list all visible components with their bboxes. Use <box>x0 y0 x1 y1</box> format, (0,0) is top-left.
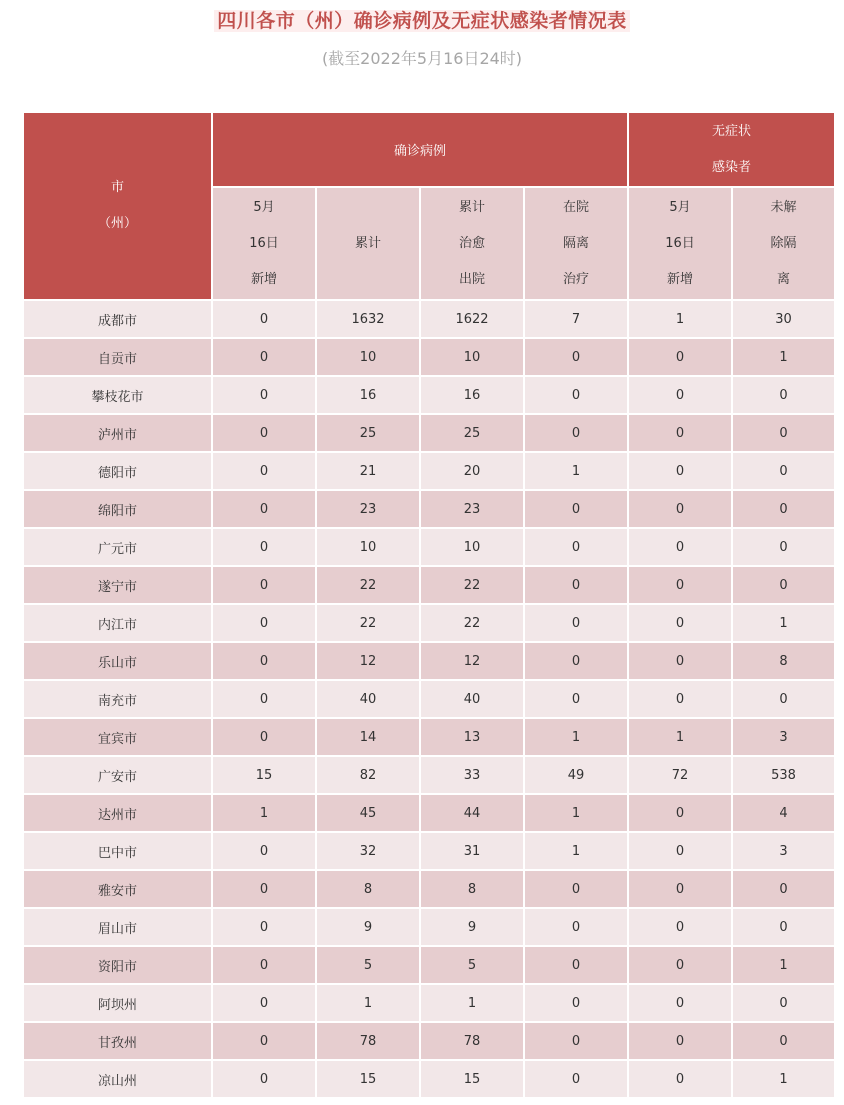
cell-hospital: 0 <box>524 566 628 604</box>
cell-total: 16 <box>316 376 420 414</box>
cell-new: 0 <box>212 490 316 528</box>
cell-asym-isolated: 30 <box>732 300 835 338</box>
cell-asym-new: 0 <box>628 908 732 946</box>
cell-asym-new: 0 <box>628 984 732 1022</box>
table-row <box>23 908 835 946</box>
header-col-cured-2: 治愈 <box>458 235 485 251</box>
cell-hospital: 0 <box>524 338 628 376</box>
cell-asym-isolated: 1 <box>732 1060 835 1098</box>
table-row <box>23 1022 835 1060</box>
cell-city: 遂宁市 <box>23 566 212 604</box>
cell-hospital: 0 <box>524 528 628 566</box>
cell-asym-isolated: 3 <box>732 718 835 756</box>
cell-hospital: 0 <box>524 642 628 680</box>
cell-new: 0 <box>212 984 316 1022</box>
table-row <box>23 452 835 490</box>
cell-city: 雅安市 <box>23 870 212 908</box>
cell-total: 22 <box>316 604 420 642</box>
cell-city: 凉山州 <box>23 1060 212 1098</box>
cell-total: 32 <box>316 832 420 870</box>
cell-total: 21 <box>316 452 420 490</box>
cell-asym-isolated: 4 <box>732 794 835 832</box>
table-row <box>23 490 835 528</box>
cell-new: 0 <box>212 870 316 908</box>
cell-total: 8 <box>316 870 420 908</box>
cell-asym-new: 0 <box>628 452 732 490</box>
cell-total: 82 <box>316 756 420 794</box>
cell-cured: 20 <box>420 452 524 490</box>
cell-asym-new: 0 <box>628 604 732 642</box>
header-city-line2: （州） <box>97 216 137 231</box>
cell-city: 阿坝州 <box>23 984 212 1022</box>
header-col-asym-new-3: 新增 <box>667 271 694 287</box>
cell-hospital: 0 <box>524 490 628 528</box>
cell-city: 巴中市 <box>23 832 212 870</box>
cell-new: 0 <box>212 946 316 984</box>
cell-city: 攀枝花市 <box>23 376 212 414</box>
header-col-hospital-1: 在院 <box>563 199 590 215</box>
table-row <box>23 832 835 870</box>
table-row <box>23 414 835 452</box>
cell-city: 绵阳市 <box>23 490 212 528</box>
cell-hospital: 1 <box>524 832 628 870</box>
cell-total: 12 <box>316 642 420 680</box>
cell-city: 甘孜州 <box>23 1022 212 1060</box>
header-asym-group <box>628 112 835 187</box>
header-city-line1: 市 <box>110 180 124 195</box>
cell-asym-isolated: 1 <box>732 338 835 376</box>
cell-cured: 5 <box>420 946 524 984</box>
cell-cured: 8 <box>420 870 524 908</box>
cell-total: 10 <box>316 528 420 566</box>
cell-asym-new: 0 <box>628 870 732 908</box>
cell-total: 22 <box>316 566 420 604</box>
header-col-total: 累计 <box>316 187 420 300</box>
cell-city: 广安市 <box>23 756 212 794</box>
cell-total: 14 <box>316 718 420 756</box>
cell-city: 达州市 <box>23 794 212 832</box>
cell-city: 自贡市 <box>23 338 212 376</box>
cell-asym-isolated: 0 <box>732 870 835 908</box>
cell-cured: 12 <box>420 642 524 680</box>
header-col-asym-isolated-3: 离 <box>777 271 791 287</box>
table-header <box>23 112 835 300</box>
cell-hospital: 49 <box>524 756 628 794</box>
cell-hospital: 0 <box>524 1060 628 1098</box>
header-confirmed-group: 确诊病例 <box>212 112 628 187</box>
header-col-new <box>212 187 316 300</box>
cell-hospital: 0 <box>524 946 628 984</box>
header-col-asym-new-1: 5月 <box>669 199 691 215</box>
cell-new: 0 <box>212 338 316 376</box>
cell-cured: 78 <box>420 1022 524 1060</box>
cell-new: 0 <box>212 718 316 756</box>
cell-city: 内江市 <box>23 604 212 642</box>
cell-cured: 15 <box>420 1060 524 1098</box>
header-col-hospital-2: 隔离 <box>563 235 590 251</box>
cell-new: 0 <box>212 832 316 870</box>
cell-asym-new: 0 <box>628 528 732 566</box>
cell-asym-new: 0 <box>628 1060 732 1098</box>
cell-cured: 31 <box>420 832 524 870</box>
cell-total: 78 <box>316 1022 420 1060</box>
cell-cured: 10 <box>420 338 524 376</box>
page-subtitle: (截至2022年5月16日24时) <box>321 49 523 68</box>
cell-total: 10 <box>316 338 420 376</box>
table-body <box>23 300 835 1098</box>
cell-asym-isolated: 0 <box>732 680 835 718</box>
cell-hospital: 0 <box>524 1022 628 1060</box>
cell-asym-new: 72 <box>628 756 732 794</box>
page-title-text: 四川各市（州）确诊病例及无症状感染者情况表 <box>214 10 630 32</box>
cell-hospital: 0 <box>524 680 628 718</box>
cell-new: 1 <box>212 794 316 832</box>
cell-hospital: 0 <box>524 376 628 414</box>
cell-cured: 9 <box>420 908 524 946</box>
cell-asym-new: 0 <box>628 1022 732 1060</box>
table-row <box>23 984 835 1022</box>
cell-asym-new: 0 <box>628 680 732 718</box>
cell-asym-isolated: 0 <box>732 490 835 528</box>
cell-new: 0 <box>212 376 316 414</box>
cell-asym-isolated: 0 <box>732 452 835 490</box>
cell-asym-isolated: 0 <box>732 414 835 452</box>
header-col-cured-1: 累计 <box>458 199 485 215</box>
cell-city: 资阳市 <box>23 946 212 984</box>
table-row <box>23 718 835 756</box>
cell-cured: 13 <box>420 718 524 756</box>
cell-new: 0 <box>212 452 316 490</box>
cell-hospital: 1 <box>524 718 628 756</box>
header-col-new-2: 16日 <box>249 235 279 251</box>
cell-hospital: 0 <box>524 604 628 642</box>
cell-asym-new: 0 <box>628 566 732 604</box>
cell-asym-isolated: 0 <box>732 376 835 414</box>
cell-city: 德阳市 <box>23 452 212 490</box>
cell-cured: 33 <box>420 756 524 794</box>
header-col-cured-3: 出院 <box>458 271 485 287</box>
cell-cured: 16 <box>420 376 524 414</box>
header-col-cured <box>420 187 524 300</box>
cell-asym-isolated: 1 <box>732 946 835 984</box>
cell-city: 广元市 <box>23 528 212 566</box>
table-row <box>23 680 835 718</box>
cell-asym-isolated: 538 <box>732 756 835 794</box>
cell-asym-new: 0 <box>628 414 732 452</box>
cell-total: 45 <box>316 794 420 832</box>
header-asym-line2: 感染者 <box>712 159 752 175</box>
cell-asym-new: 0 <box>628 794 732 832</box>
cell-city: 乐山市 <box>23 642 212 680</box>
table-row <box>23 756 835 794</box>
cell-hospital: 0 <box>524 414 628 452</box>
cell-hospital: 7 <box>524 300 628 338</box>
cell-city: 宜宾市 <box>23 718 212 756</box>
cell-asym-isolated: 1 <box>732 604 835 642</box>
cell-city: 南充市 <box>23 680 212 718</box>
cell-new: 0 <box>212 908 316 946</box>
cell-new: 0 <box>212 414 316 452</box>
cell-asym-isolated: 3 <box>732 832 835 870</box>
table-row <box>23 528 835 566</box>
header-col-asym-isolated <box>732 187 835 300</box>
cell-hospital: 1 <box>524 794 628 832</box>
cell-total: 1 <box>316 984 420 1022</box>
cell-new: 0 <box>212 528 316 566</box>
cell-total: 40 <box>316 680 420 718</box>
cell-total: 25 <box>316 414 420 452</box>
header-col-asym-new <box>628 187 732 300</box>
header-asym-line1: 无症状 <box>712 123 752 139</box>
table-row <box>23 946 835 984</box>
cell-city: 泸州市 <box>23 414 212 452</box>
cell-asym-isolated: 0 <box>732 1022 835 1060</box>
cell-asym-new: 0 <box>628 946 732 984</box>
cell-asym-isolated: 0 <box>732 984 835 1022</box>
table-row <box>23 642 835 680</box>
cell-asym-new: 0 <box>628 832 732 870</box>
table-row <box>23 870 835 908</box>
cell-asym-isolated: 0 <box>732 528 835 566</box>
header-col-new-1: 5月 <box>253 199 275 215</box>
cell-cured: 44 <box>420 794 524 832</box>
cell-new: 0 <box>212 1060 316 1098</box>
cell-asym-new: 0 <box>628 490 732 528</box>
cell-city: 成都市 <box>23 300 212 338</box>
cell-cured: 10 <box>420 528 524 566</box>
cell-hospital: 0 <box>524 984 628 1022</box>
cell-cured: 22 <box>420 566 524 604</box>
table-row <box>23 566 835 604</box>
cell-total: 23 <box>316 490 420 528</box>
cell-cured: 23 <box>420 490 524 528</box>
cell-total: 1632 <box>316 300 420 338</box>
cell-cured: 1622 <box>420 300 524 338</box>
table-row <box>23 300 835 338</box>
cell-new: 15 <box>212 756 316 794</box>
header-col-asym-isolated-2: 除隔 <box>770 235 797 251</box>
cell-new: 0 <box>212 566 316 604</box>
table-row <box>23 1060 835 1098</box>
header-col-hospital-3: 治疗 <box>563 271 590 287</box>
cell-new: 0 <box>212 680 316 718</box>
cell-new: 0 <box>212 1022 316 1060</box>
cell-hospital: 0 <box>524 870 628 908</box>
cell-cured: 1 <box>420 984 524 1022</box>
cell-new: 0 <box>212 642 316 680</box>
cell-cured: 40 <box>420 680 524 718</box>
table-row <box>23 604 835 642</box>
table-row <box>23 794 835 832</box>
cell-asym-isolated: 0 <box>732 908 835 946</box>
cell-city: 眉山市 <box>23 908 212 946</box>
cell-asym-new: 1 <box>628 718 732 756</box>
cell-total: 9 <box>316 908 420 946</box>
cell-cured: 25 <box>420 414 524 452</box>
cell-hospital: 1 <box>524 452 628 490</box>
header-col-asym-isolated-1: 未解 <box>770 199 797 215</box>
cell-asym-new: 0 <box>628 338 732 376</box>
header-col-new-3: 新增 <box>250 271 277 287</box>
cell-new: 0 <box>212 300 316 338</box>
cell-asym-isolated: 0 <box>732 566 835 604</box>
cell-cured: 22 <box>420 604 524 642</box>
cell-asym-new: 1 <box>628 300 732 338</box>
header-city <box>23 112 212 300</box>
table-row <box>23 338 835 376</box>
cell-total: 5 <box>316 946 420 984</box>
header-col-asym-new-2: 16日 <box>665 235 695 251</box>
table-row <box>23 376 835 414</box>
cell-asym-new: 0 <box>628 642 732 680</box>
cell-asym-isolated: 8 <box>732 642 835 680</box>
cell-total: 15 <box>316 1060 420 1098</box>
cell-new: 0 <box>212 604 316 642</box>
header-col-hospital <box>524 187 628 300</box>
page-title <box>0 6 844 33</box>
stats-table <box>22 111 836 1099</box>
cell-asym-new: 0 <box>628 376 732 414</box>
cell-hospital: 0 <box>524 908 628 946</box>
